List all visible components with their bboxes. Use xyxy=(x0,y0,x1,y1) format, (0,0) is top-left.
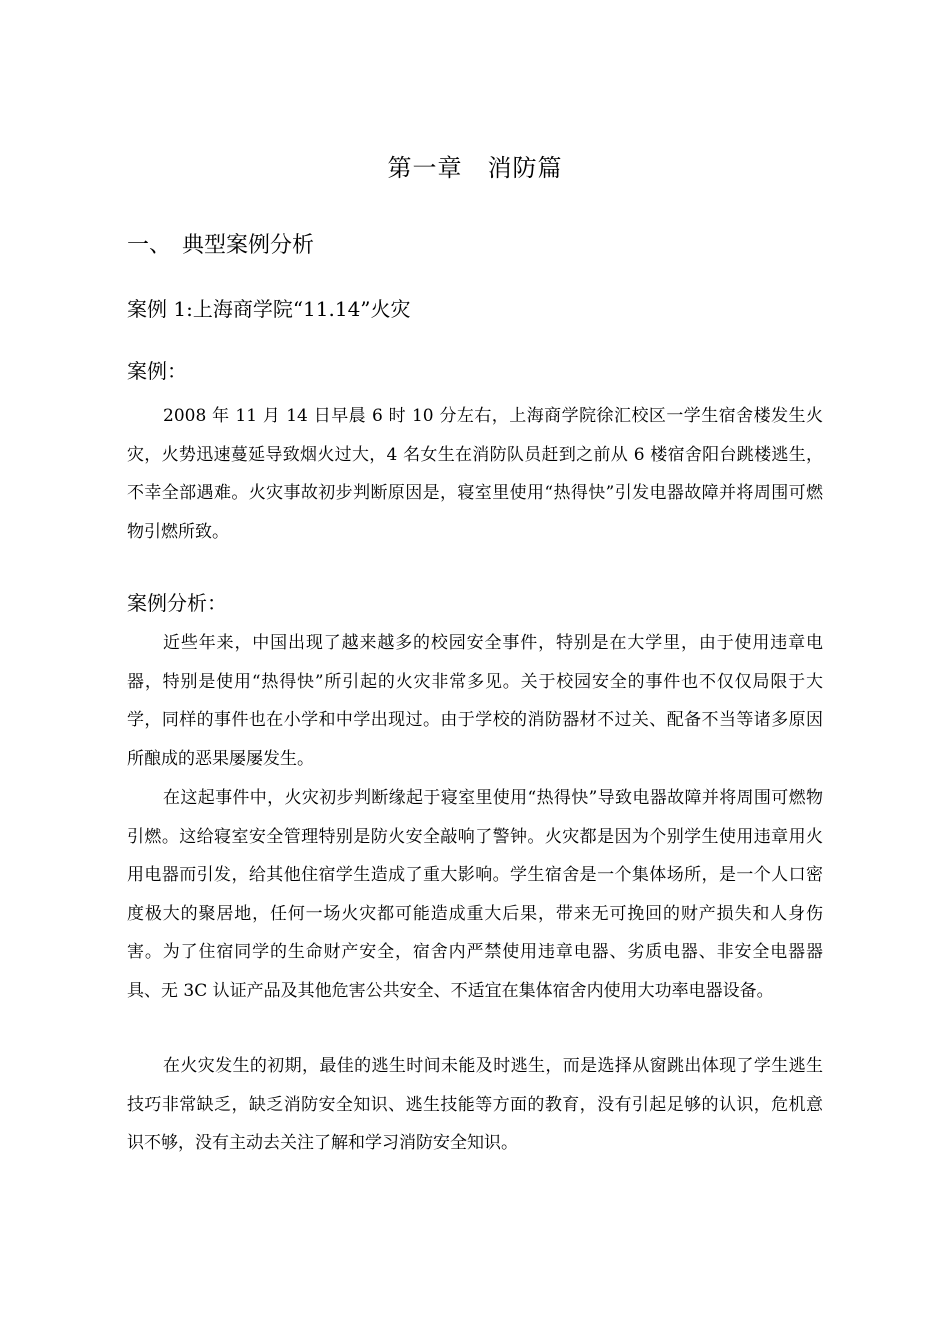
analysis-label: 案例分析： xyxy=(127,591,227,615)
analysis-paragraph-1: 近些年来，中国出现了越来越多的校园安全事件，特别是在大学里，由于使用违章电器，特别是使用“热得快”所引起的火灾非常多见。关于校园安全的事件也不仅仅局限于大学，同样的事件也在小学和中学出现过。由于学校的消防器材不过关、配备不当等诸多原因所酿成的恶果屡屡发生。 xyxy=(127,633,823,769)
section-heading: 一、 典型案例分析 xyxy=(127,233,315,258)
chapter-title: 第一章 消防篇 xyxy=(387,154,563,182)
case-paragraph: 2008 年 11 月 14 日早晨 6 时 10 分左右，上海商学院徐汇校区一学生宿舍楼发生火灾，火势迅速蔓延导致烟火过大，4 名女生在消防队员赶到之前从 6 楼宿舍阳台跳楼逃生，不幸全部遇难。火灾事故初步判断原因是，寝室里使用“热得快”引发电器故障并将周围可燃物引燃所致。 xyxy=(127,406,823,542)
analysis-paragraph-2: 在这起事件中，火灾初步判断缘起于寝室里使用“热得快”导致电器故障并将周围可燃物引燃。这给寝室安全管理特别是防火安全敲响了警钟。火灾都是因为个别学生使用违章用火用电器而引发，给其他住宿学生造成了重大影响。学生宿舍是一个集体场所，是一个人口密度极大的聚居地，任何一场火灾都可能造成重大后果，带来无可挽回的财产损失和人身伤害。为了住宿同学的生命财产安全，宿舍内严禁使用违章电器、劣质电器、非安全电器器具、无 3C 认证产品及其他危害公共安全、不适宜在集体宿舍内使用大功率电器设备。 xyxy=(127,788,823,1001)
analysis-paragraph-3: 在火灾发生的初期，最佳的逃生时间未能及时逃生，而是选择从窗跳出体现了学生逃生技巧非常缺乏，缺乏消防安全知识、逃生技能等方面的教育，没有引起足够的认识，危机意识不够，没有主动去关注了解和学习消防安全知识。 xyxy=(127,1056,823,1153)
case-title: 案例 1:上海商学院“11.14”火灾 xyxy=(127,297,411,321)
case-label: 案例： xyxy=(127,359,187,383)
